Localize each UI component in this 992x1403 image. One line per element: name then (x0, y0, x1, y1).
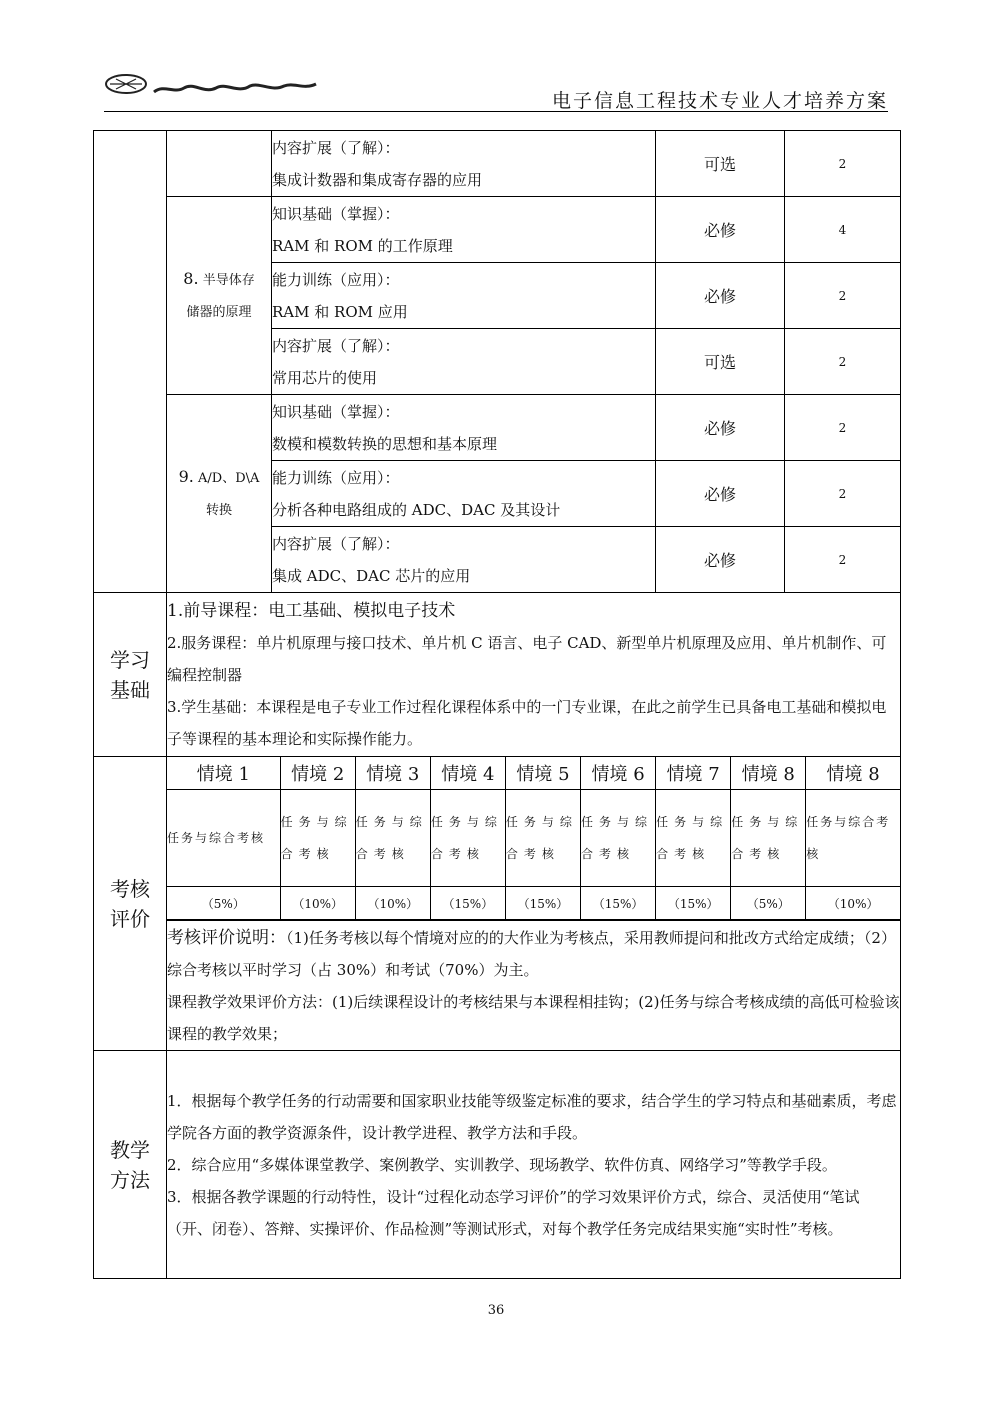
assessment-desc-label: 考核评价说明： (167, 927, 286, 948)
hours-cell: 2 (785, 461, 901, 527)
assessment-desc-2: 课程教学效果评价方法：(1)后续课程设计的考核结果与本课程相挂钩；(2)任务与综合考核成绩的高低可检验该课程的教学效果； (167, 992, 900, 1043)
situation-weight: （5%） (167, 887, 280, 920)
situation-weight: （15%） (430, 887, 505, 920)
teaching-methods-content (167, 1051, 901, 1279)
requirement-cell: 必修 (656, 197, 785, 263)
item-title-cell (167, 131, 272, 197)
situation-task: 任务与综合考核 (656, 790, 731, 887)
situation-weight: （15%） (505, 887, 580, 920)
content-cell: 能力训练（应用）： 分析各种电路组成的 ADC、DAC 及其设计 (272, 461, 656, 527)
content-cell: 内容扩展（了解）： 集成 ADC、DAC 芯片的应用 (272, 527, 656, 593)
assessment-row (94, 757, 901, 921)
requirement-cell: 必修 (656, 461, 785, 527)
content-cell: 内容扩展（了解）： 常用芯片的使用 (272, 329, 656, 395)
table-row (94, 395, 901, 461)
situation-header-row (167, 757, 900, 790)
situation-name: 情境 5 (505, 757, 580, 790)
study-basis-label: 学习 基础 (94, 593, 167, 757)
situation-name: 情境 8 (806, 757, 900, 790)
situation-name: 情境 3 (355, 757, 430, 790)
teaching-point-1: 1．根据每个教学任务的行动需要和国家职业技能等级鉴定标准的要求，结合学生的学习特点和基础素质，考虑学院各方面的教学资源条件，设计教学进程、教学方法和手段。 (167, 1091, 897, 1142)
situation-weight: （5%） (731, 887, 806, 920)
table-row (94, 197, 901, 263)
school-logo (104, 70, 324, 100)
situation-weight: （15%） (581, 887, 656, 920)
hours-cell: 2 (785, 395, 901, 461)
content-cell: 知识基础（掌握）： RAM 和 ROM 的工作原理 (272, 197, 656, 263)
situation-name: 情境 1 (167, 757, 280, 790)
content-cell: 能力训练（应用）： RAM 和 ROM 应用 (272, 263, 656, 329)
situation-name: 情境 2 (280, 757, 355, 790)
requirement-cell: 必修 (656, 527, 785, 593)
requirement-cell: 可选 (656, 131, 785, 197)
service-courses: 2.服务课程：单片机原理与接口技术、单片机 C 语言、电子 CAD、新型单片机原理及应用、单片机制作、可编程控制器 (167, 633, 887, 684)
study-basis-content (167, 593, 901, 757)
situation-task: 任务与综合考核 (167, 790, 280, 887)
header-divider (104, 111, 888, 112)
page-number: 36 (487, 1303, 505, 1318)
student-basis: 3.学生基础：本课程是电子专业工作过程化课程体系中的一门专业课，在此之前学生已具备电工基础和模拟电子等课程的基本理论和实际操作能力。 (167, 697, 887, 748)
hours-cell: 4 (785, 197, 901, 263)
teaching-point-3: 3．根据各教学课题的行动特性，设计“过程化动态学习评价”的学习效果评价方式，综合、灵活使用“笔试（开、闭卷）、答辩、实操评价、作品检测”等测试形式，对每个教学任务完成结果实施“实时性”考核。 (167, 1187, 860, 1238)
document-title: 电子信息工程技术专业人才培养方案 (551, 90, 888, 112)
situation-weight-row (167, 887, 900, 920)
teaching-methods-label: 教学 方法 (94, 1051, 167, 1279)
item-title-cell: 8. 半导体存 储器的原理 (167, 197, 272, 395)
course-table (93, 130, 901, 1279)
assessment-description (167, 921, 901, 1051)
assessment-desc-1: （1)任务考核以每个情境对应的的大作业为考核点，采用教师提问和批改方式给定成绩；（2）综合考核以平时学习（占 30%）和考试（70%）为主。 (167, 928, 896, 979)
situation-name: 情境 7 (656, 757, 731, 790)
situation-weight: （10%） (355, 887, 430, 920)
assessment-description-row (94, 921, 901, 1051)
hours-cell: 2 (785, 329, 901, 395)
situation-task: 任务与综合考核 (280, 790, 355, 887)
situation-grid-cell (167, 757, 901, 921)
situation-name: 情境 8 (731, 757, 806, 790)
situation-name: 情境 6 (581, 757, 656, 790)
situation-task: 任务与综合考核 (430, 790, 505, 887)
situation-task: 任务与综合考核 (731, 790, 806, 887)
requirement-cell: 可选 (656, 329, 785, 395)
situation-name: 情境 4 (430, 757, 505, 790)
prerequisite-courses: 1.前导课程：电工基础、模拟电子技术 (167, 600, 456, 621)
content-cell: 内容扩展（了解）： 集成计数器和集成寄存器的应用 (272, 131, 656, 197)
study-basis-row (94, 593, 901, 757)
situation-table (167, 757, 900, 920)
hours-cell: 2 (785, 263, 901, 329)
teaching-methods-row (94, 1051, 901, 1279)
section-label-cell (94, 131, 167, 593)
situation-task: 任务与综合考核 (581, 790, 656, 887)
requirement-cell: 必修 (656, 395, 785, 461)
situation-task: 任务与综合考核 (505, 790, 580, 887)
requirement-cell: 必修 (656, 263, 785, 329)
assessment-label: 考核 评价 (94, 757, 167, 1051)
teaching-point-2: 2．综合应用“多媒体课堂教学、案例教学、实训教学、现场教学、软件仿真、网络学习”等教学手段。 (167, 1155, 837, 1174)
situation-weight: （10%） (280, 887, 355, 920)
content-cell: 知识基础（掌握）： 数模和模数转换的思想和基本原理 (272, 395, 656, 461)
hours-cell: 2 (785, 131, 901, 197)
hours-cell: 2 (785, 527, 901, 593)
situation-task: 任务与综合考核 (806, 790, 900, 887)
situation-task-row (167, 790, 900, 887)
item-title-cell: 9. A/D、D\A 转换 (167, 395, 272, 593)
table-row (94, 131, 901, 197)
situation-weight: （10%） (806, 887, 900, 920)
situation-task: 任务与综合考核 (355, 790, 430, 887)
situation-weight: （15%） (656, 887, 731, 920)
